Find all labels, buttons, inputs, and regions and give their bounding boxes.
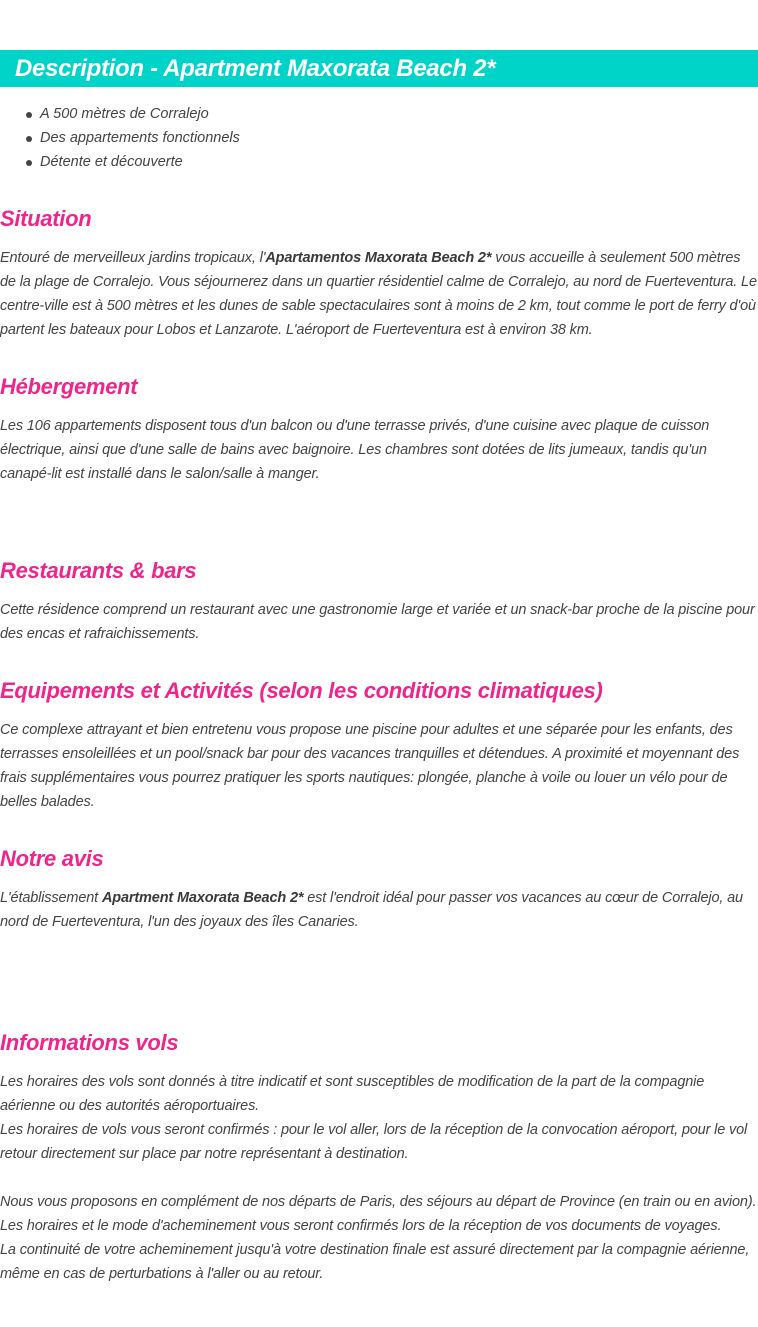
bullet-icon xyxy=(26,112,32,118)
highlight-text: A 500 mètres de Corralejo xyxy=(40,106,209,122)
page-title: Description - Apartment Maxorata Beach 2* xyxy=(15,55,496,82)
text-fragment: Entouré de merveilleux jardins tropicaux, l' xyxy=(0,250,266,266)
section-text: Les horaires des vols sont donnés à titre indicatif et sont susceptibles de modification de la part de la compagnie aérienne ou des autorités aéroportuaires. xyxy=(0,1074,705,1114)
section-restaurants xyxy=(0,556,758,646)
section-text xyxy=(0,246,758,342)
highlights-list xyxy=(0,102,240,174)
section-heading: Situation xyxy=(0,206,92,231)
highlight-item xyxy=(0,126,240,150)
section-heading: Equipements et Activités (selon les conditions climatiques) xyxy=(0,678,603,703)
section-text: La continuité de votre acheminement jusqu'à votre destination finale est assuré directement par la compagnie aérienne, même en cas de perturbations à l'aller ou au retour. xyxy=(0,1242,750,1282)
hotel-name: Apartamentos Maxorata Beach 2* xyxy=(265,250,492,266)
section-avis xyxy=(0,844,758,934)
section-text: Cette résidence comprend un restaurant avec une gastronomie large et variée et un snack-bar proche de la piscine pour des encas et rafraichissements. xyxy=(0,602,755,642)
section-text: Les horaires de vols vous seront confirmés : pour le vol aller, lors de la réception de la convocation aéroport, pour le vol retour directement sur place par notre représentant à destination. xyxy=(0,1122,748,1162)
text-fragment: L'établissement xyxy=(0,890,102,906)
hotel-name: Apartment Maxorata Beach 2* xyxy=(101,890,304,906)
bullet-icon xyxy=(26,160,32,166)
section-vols xyxy=(0,1028,758,1286)
section-equipements xyxy=(0,676,758,814)
section-heading: Hébergement xyxy=(0,374,138,399)
highlight-item xyxy=(0,150,240,174)
highlight-text: Des appartements fonctionnels xyxy=(40,130,240,146)
section-text: Ce complexe attrayant et bien entretenu vous propose une piscine pour adultes et une séparée pour les enfants, des terrasses ensoleillées et un pool/snack bar pour des vacances tranquilles et détendues. A proximité et moyennant des frais supplémentaires vous pourrez pratiquer les sports nautiques: plongée, planche à voile ou louer un vélo pour de belles balades. xyxy=(0,722,740,810)
text-fragment: est l'endroit idéal pour passer vos vacances au cœur de Corralejo, au nord de Fuerteventura, l'un des joyaux des îles Canaries. xyxy=(0,890,743,930)
section-text: Les horaires et le mode d'acheminement vous seront confirmés lors de la réception de vos documents de voyages. xyxy=(0,1218,722,1234)
highlight-text: Détente et découverte xyxy=(40,154,183,170)
section-text xyxy=(0,886,758,934)
section-situation xyxy=(0,204,758,342)
title-bar xyxy=(0,50,758,87)
section-hebergement xyxy=(0,372,758,486)
bullet-icon xyxy=(26,136,32,142)
section-text: Nous vous proposons en complément de nos départs de Paris, des séjours au départ de Province (en train ou en avion). xyxy=(0,1194,757,1210)
highlight-item xyxy=(0,102,240,126)
section-heading: Restaurants & bars xyxy=(0,558,197,583)
section-text: Les 106 appartements disposent tous d'un balcon ou d'une terrasse privés, d'une cuisine avec plaque de cuisson électrique, ainsi que d'une salle de bains avec baignoire. Les chambres sont dotées de lits jumeaux, tandis qu'un canapé-lit est installé dans le salon/salle à manger. xyxy=(0,418,710,482)
section-heading: Informations vols xyxy=(0,1030,179,1055)
text-fragment: vous accueille à seulement 500 mètres de la plage de Corralejo. Vous séjournerez dans un quartier résidentiel calme de Corralejo, au nord de Fuerteventura. Le centre-ville est à 500 mètres et les dunes de sable spectaculaires sont à moins de 2 km, tout comme le port de ferry d'où partent les bateaux pour Lobos et Lanzarote. L'aéroport de Fuerteventura est à environ 38 km. xyxy=(0,250,757,338)
section-heading: Notre avis xyxy=(0,846,104,871)
